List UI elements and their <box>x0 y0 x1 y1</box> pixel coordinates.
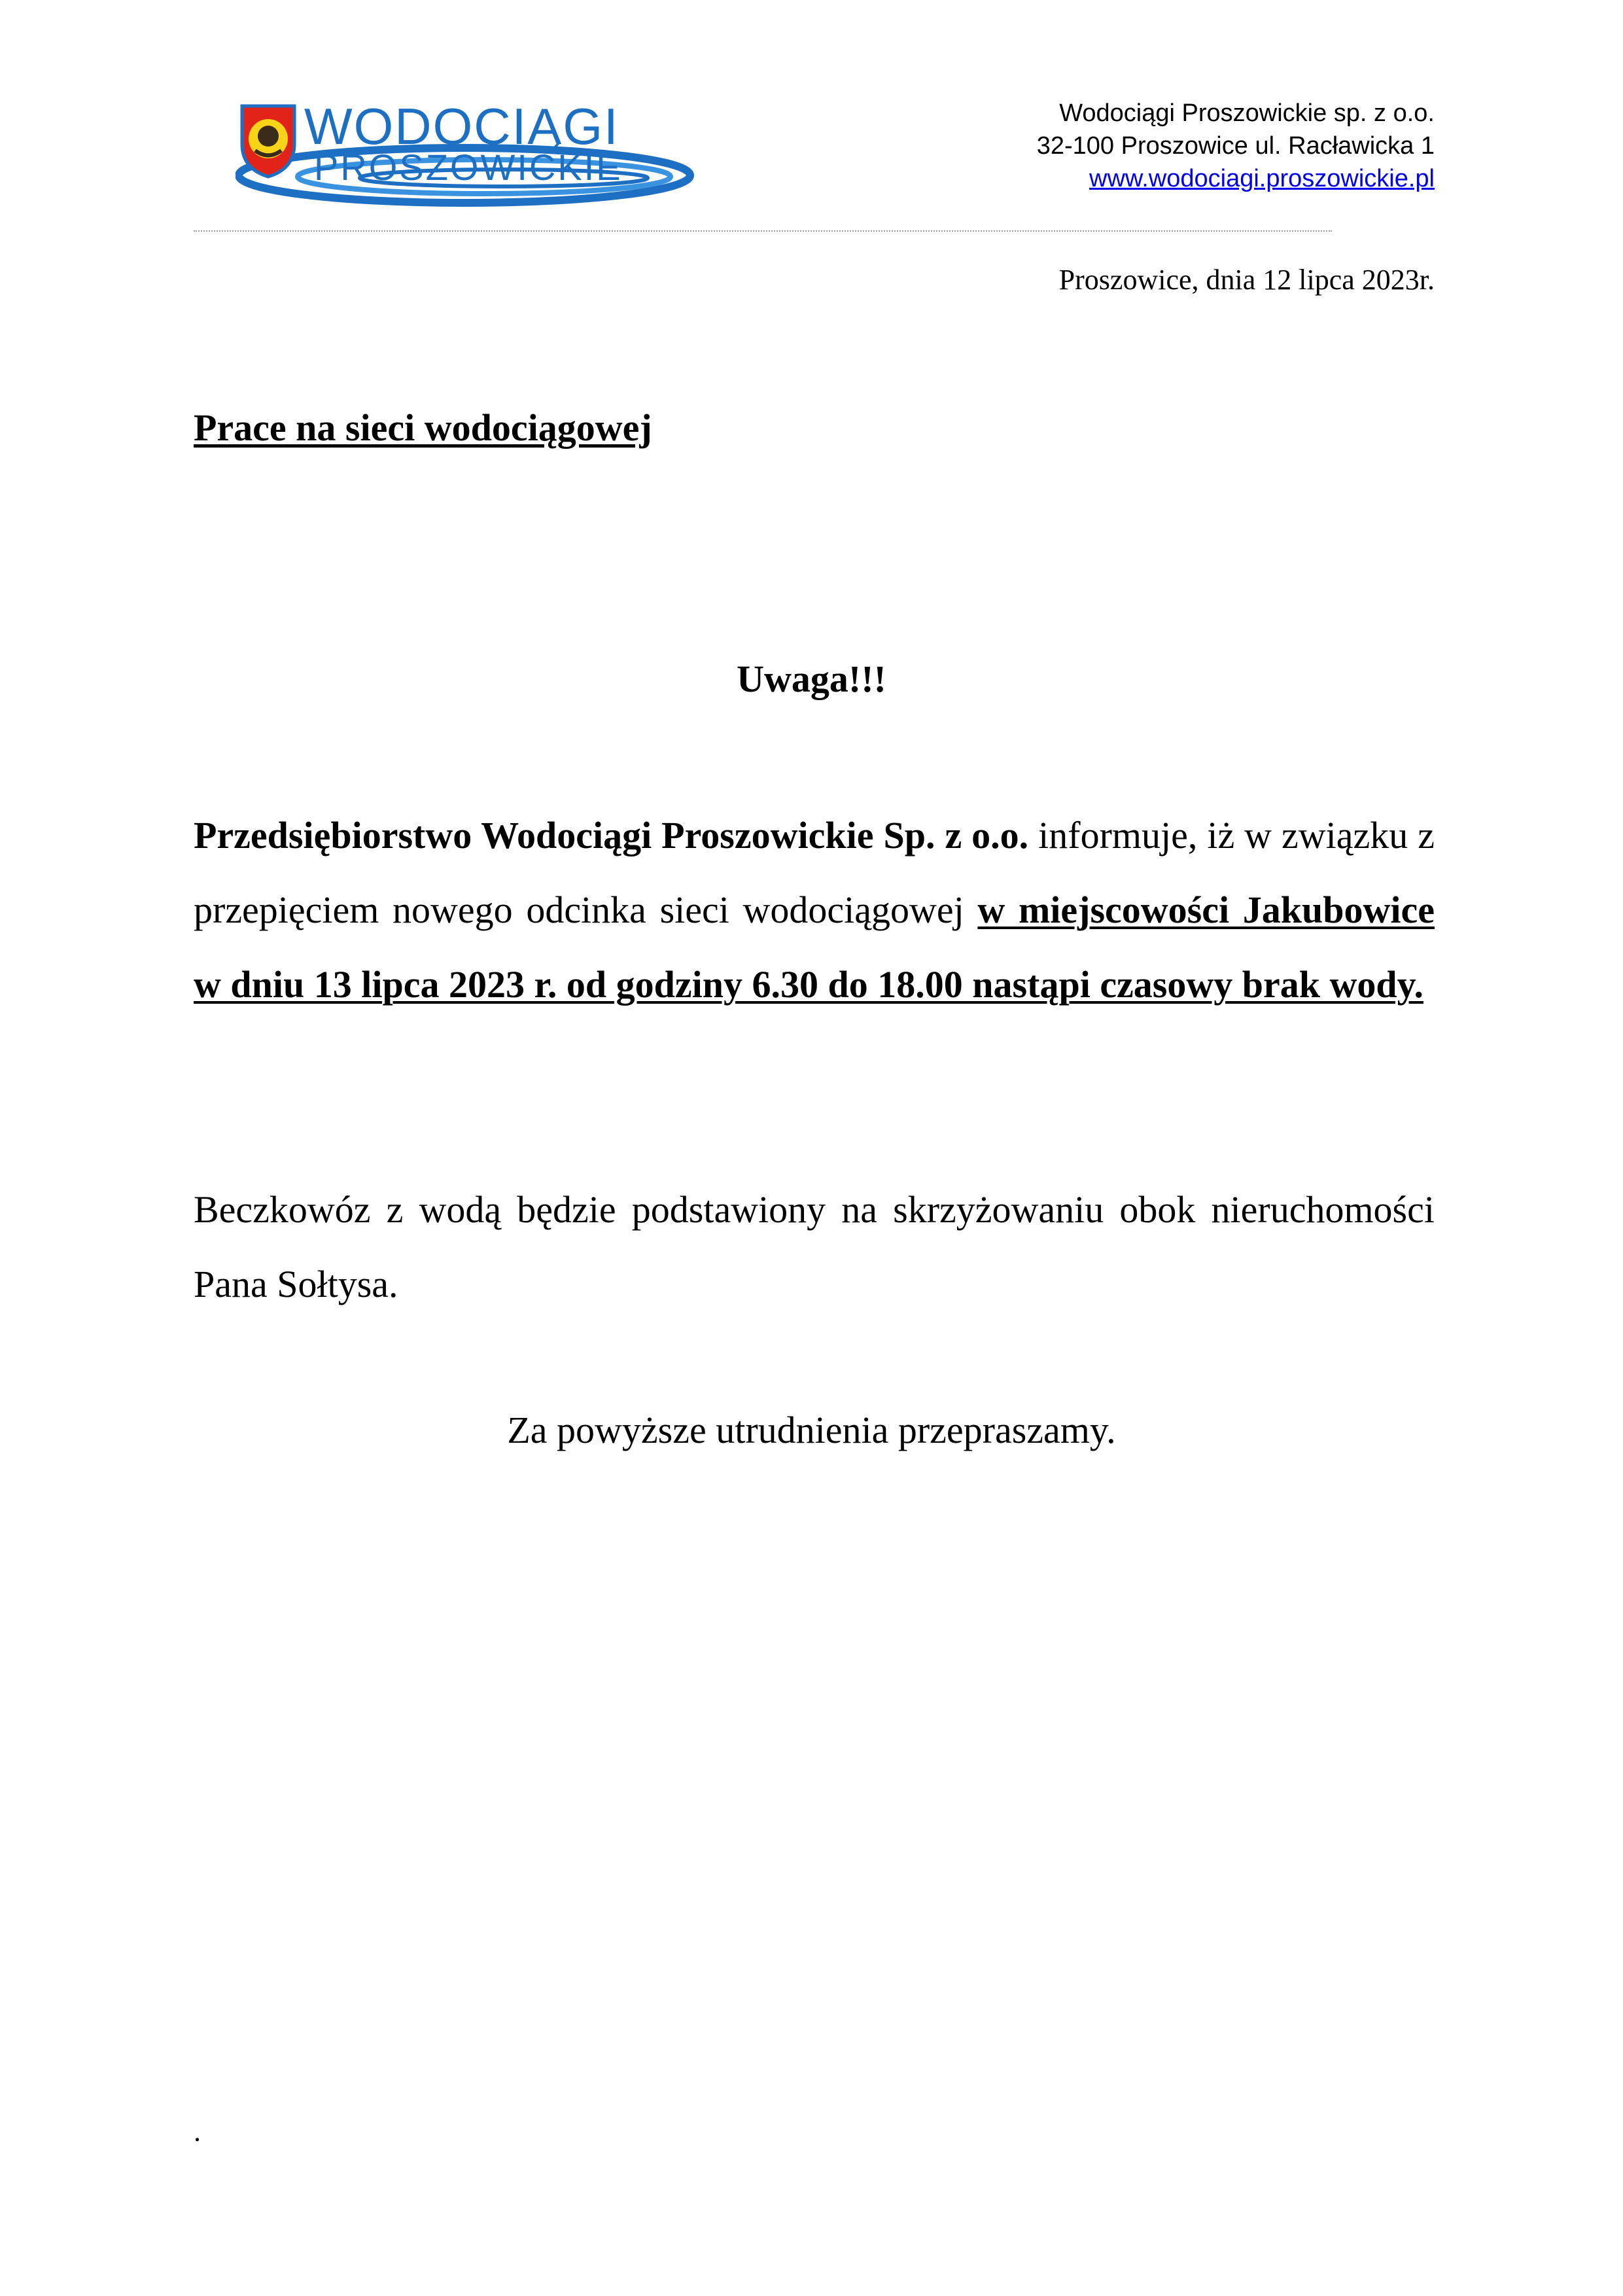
water-tanker-paragraph: Beczkowóz z wodą będzie podstawiony na skrzyżowaniu obok nieruchomości Pana Sołtysa. <box>194 1188 1435 1305</box>
date-line: Proszowice, dnia 12 lipca 2023r. <box>1058 264 1435 296</box>
outage-details: w miejscowości Jakubowice w dniu 13 lipca 2023 r. od godziny 6.30 do 18.00 nastąpi czasowy brak wody. <box>194 889 1435 1006</box>
subject-heading: Prace na sieci wodociągowej <box>194 406 652 449</box>
coat-of-arms-icon <box>242 106 294 177</box>
footer-mark: . <box>194 2115 201 2147</box>
header-divider <box>194 230 1332 232</box>
company-website-link[interactable]: www.wodociagi.proszowickie.pl <box>1089 165 1435 192</box>
company-info <box>846 97 1435 195</box>
notice-paragraph <box>194 798 1435 1022</box>
apology-line: Za powyższe utrudnienia przepraszamy. <box>507 1409 1116 1451</box>
logo-line2: PROSZOWICKIE <box>314 147 623 188</box>
company-name: Wodociągi Proszowickie sp. z o.o. <box>1059 99 1435 127</box>
warning-heading: Uwaga!!! <box>737 658 886 700</box>
company-full-name: Przedsiębiorstwo Wodociągi Proszowickie Sp. z o.o. <box>194 814 1029 857</box>
svg-text:PROSZOWICKIE <box>314 147 623 188</box>
logo-line1: WODOCIĄGI <box>304 98 620 155</box>
company-logo <box>236 98 707 216</box>
company-address: 32-100 Proszowice ul. Racławicka 1 <box>1036 132 1435 160</box>
notice-text: informuje, iż w związku z przepięciem nowego odcinka sieci wodociągowej <box>194 814 1435 931</box>
